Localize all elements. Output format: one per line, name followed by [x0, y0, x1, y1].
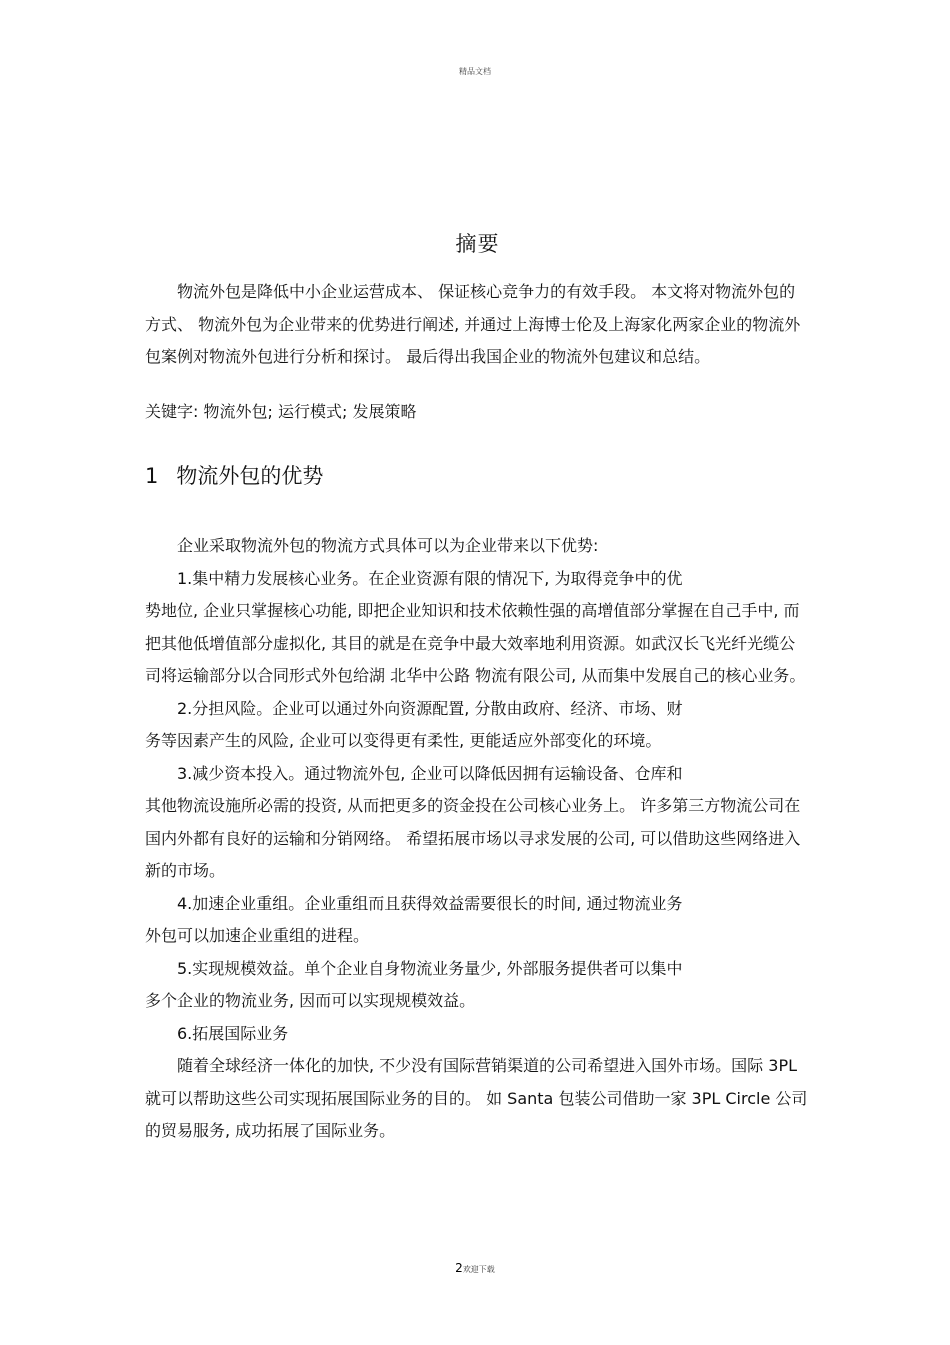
- page-number: 2: [455, 1261, 463, 1275]
- keywords-value: 物流外包; 运行模式; 发展策略: [203, 401, 417, 421]
- page-content: [145, 228, 810, 1148]
- list-item-4-head: 4.加速企业重组。企业重组而且获得效益需要很长的时间, 通过物流业务: [177, 893, 683, 913]
- abstract-paragraph: 物流外包是降低中小企业运营成本、 保证核心竞争力的有效手段。 本文将对物流外包的方式、 物流外包为企业带来的优势进行阐述, 并通过上海博士伦及上海家化两家企业的物流外包案例对物流外包进行分析和探讨。 最后得出我国企业的物流外包建议和总结。: [145, 282, 801, 366]
- list-item-1-body: 势地位, 企业只掌握核心功能, 即把企业知识和技术依赖性强的高增值部分掌握在自己手中, 而把其他低增值部分虚拟化, 其目的就是在竞争中最大效率地利用资源。如武汉长飞光纤光缆公司将运输部分以合同形式外包给湖 北华中公路 物流有限公司, 从而集中发展自己的核心业务。: [145, 601, 806, 685]
- list-item-2-body: 务等因素产生的风险, 企业可以变得更有柔性, 更能适应外部变化的环境。: [145, 731, 662, 750]
- footer: [0, 1261, 950, 1275]
- section-heading: [145, 460, 810, 490]
- closing-paragraph: 随着全球经济一体化的加快, 不少没有国际营销渠道的公司希望进入国外市场。国际 3PL就可以帮助这些公司实现拓展国际业务的目的。 如 Santa 包装公司借助一家 3PL Circle 公司 的贸易服务, 成功拓展了国际业务。: [145, 1056, 808, 1140]
- list-item-5-body: 多个企业的物流业务, 因而可以实现规模效益。: [145, 991, 476, 1010]
- section-number: 1: [145, 464, 159, 488]
- list-item-1-head: 1.集中精力发展核心业务。在企业资源有限的情况下, 为取得竞争中的优: [177, 568, 683, 588]
- list-item-3-body: 其他物流设施所必需的投资, 从而把更多的资金投在公司核心业务上。 许多第三方物流公司在国内外都有良好的运输和分销网络。 希望拓展市场以寻求发展的公司, 可以借助这些网络进入新的市场。: [145, 796, 801, 880]
- list-item-6-head: 6.拓展国际业务: [177, 1023, 289, 1043]
- header-watermark: 精品文档: [459, 67, 491, 76]
- keywords-line: [145, 396, 810, 429]
- list-item-4-body: 外包可以加速企业重组的进程。: [145, 926, 370, 945]
- list-item-2-head: 2.分担风险。企业可以通过外向资源配置, 分散由政府、经济、市场、财: [177, 698, 683, 718]
- keywords-label: 关键字:: [145, 401, 199, 421]
- list-item-5-head: 5.实现规模效益。单个企业自身物流业务量少, 外部服务提供者可以集中: [177, 958, 683, 978]
- section-intro: 企业采取物流外包的物流方式具体可以为企业带来以下优势:: [177, 536, 599, 555]
- list-item-3-head: 3.减少资本投入。通过物流外包, 企业可以降低因拥有运输设备、仓库和: [177, 763, 683, 783]
- footer-watermark: 欢迎下载: [462, 1265, 495, 1274]
- abstract-title: 摘要: [455, 232, 500, 256]
- section-title: 物流外包的优势: [176, 464, 324, 488]
